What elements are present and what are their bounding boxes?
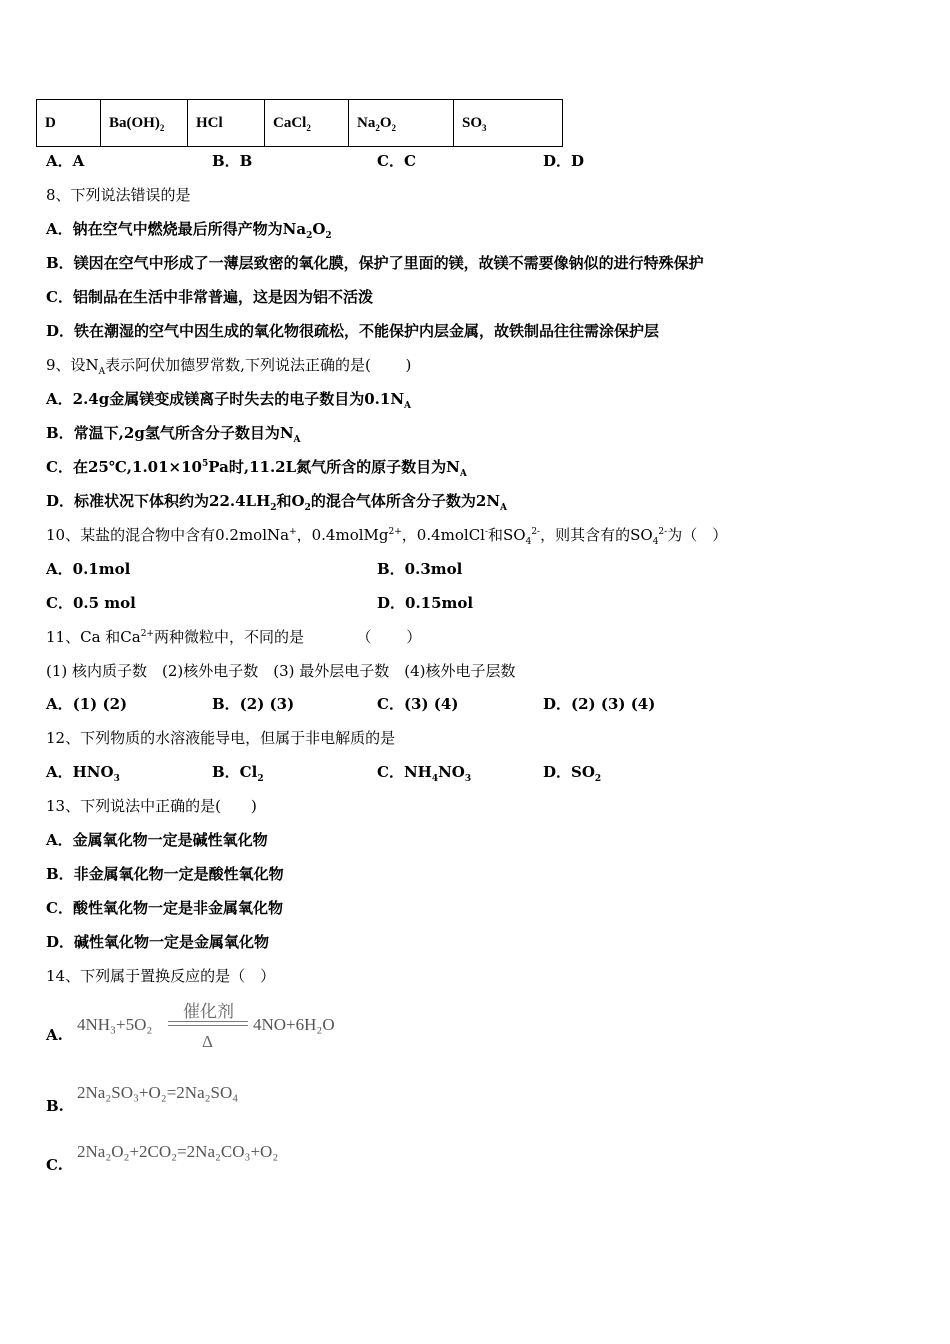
q12-option-c: C．$NH_4NO_3$ [377,763,472,784]
q14-label-a: A. [46,1026,63,1044]
q11-option-a: A．(1) (2) [46,695,128,713]
q7-option-c: C．C [377,152,416,170]
q13-option-c: C．酸性氧化物一定是非金属氧化物 [46,899,283,917]
table-cell: $Na_2O_2$ [349,100,454,147]
q7-option-b: B．B [212,152,253,170]
q11-items: (1) 核内质子数 (2)核外电子数 (3) 最外层电子数 (4)核外电子层数 [46,662,516,680]
q8-option-b: B．镁因在空气中形成了一薄层致密的氧化膜，保护了里面的镁，故镁不需要像钠似的进行特殊保护 [46,254,704,272]
q11-option-b: B．(2) (3) [212,695,295,713]
q12-stem: 12、下列物质的水溶液能导电，但属于非电解质的是 [46,729,396,747]
table-cell: CaCl$_2$ [265,100,349,147]
q7-option-a: A．A [46,152,85,170]
q10-option-d: D．0.15mol [377,594,474,612]
q13-option-d: D．碱性氧化物一定是金属氧化物 [46,933,270,951]
q12-option-d: D．$SO_2$ [543,763,602,784]
table-cell: $SO_3$ [454,100,563,147]
q8-option-c: C．铝制品在生活中非常普遍，这是因为铝不活泼 [46,288,373,306]
q13-option-b: B．非金属氧化物一定是酸性氧化物 [46,865,284,883]
q12-option-a: A．$HNO_3$ [46,763,120,784]
q14-label-b: B. [46,1097,64,1115]
table-cell: D [37,100,101,147]
q11-option-c: C．(3) (4) [377,695,459,713]
q14-equation-a-left: 4NH₃+5O₂ [77,1015,153,1034]
q14-label-c: C. [46,1156,63,1174]
q9-stem: 9、设$N_A$表示阿伏加德罗常数,下列说法正确的是( ) [46,356,412,377]
q10-option-c: C．0.5 mol [46,594,136,612]
q14-catalyst-label: 催化剂 [183,1002,234,1021]
q14-equation-b: 2Na₂SO₃+O₂=2Na₂SO₄ [77,1083,239,1102]
q14-equation-a-right: 4NO+6H₂O [253,1015,335,1034]
q9-option-c: C．在$25℃,1.01\times 10^5Pa$时,11.2L氮气所含的原子数目为$N_A$ [46,458,467,479]
q13-stem: 13、下列说法中正确的是( ) [46,797,257,815]
q10-stem: 10、某盐的混合物中含有0.2molNa+，0.4molMg$^{2+}$，0.4molCl-和$SO_4^{2-}$，则其含有的$SO_4^{2-}$为（ ） [46,526,728,547]
q8-option-d: D．铁在潮湿的空气中因生成的氧化物很疏松，不能保护内层金属，故铁制品往往需涂保护层 [46,322,660,340]
answer-table [36,99,563,147]
q14-heat-symbol: Δ [202,1032,213,1051]
q8-stem: 8、下列说法错误的是 [46,186,191,204]
q14-stem: 14、下列属于置换反应的是（ ） [46,967,276,985]
q10-option-b: B．0.3mol [377,560,463,578]
reaction-arrow-line [168,1021,248,1022]
q13-option-a: A．金属氧化物一定是碱性氧化物 [46,831,268,849]
q10-option-a: A．0.1mol [46,560,131,578]
table-row [37,100,563,147]
table-cell: $Ba(OH)_2$ [101,100,188,147]
q12-option-b: B．$Cl_2$ [212,763,264,784]
reaction-arrow-line [168,1025,248,1026]
q9-option-b: B．常温下,2g氢气所含分子数目为$N_A$ [46,424,301,445]
q7-option-d: D．D [543,152,585,170]
q14-equation-c: 2Na₂O₂+2CO₂=2Na₂CO₃+O₂ [77,1142,279,1161]
q9-option-a: A．2.4g金属镁变成镁离子时失去的电子数目为$0.1N_A$ [46,390,412,411]
q11-option-d: D．(2) (3) (4) [543,695,656,713]
q11-stem: 11、Ca 和$Ca^{2+}$两种微粒中，不同的是 （ ） [46,628,422,646]
table-cell: HCl [188,100,265,147]
q8-option-a: A．钠在空气中燃烧最后所得产物为$Na_2O_2$ [46,220,332,241]
q9-option-d: D．标准状况下体积约为$22.4LH_2$和$O_2$的混合气体所含分子数为$2N_A$ [46,492,508,513]
